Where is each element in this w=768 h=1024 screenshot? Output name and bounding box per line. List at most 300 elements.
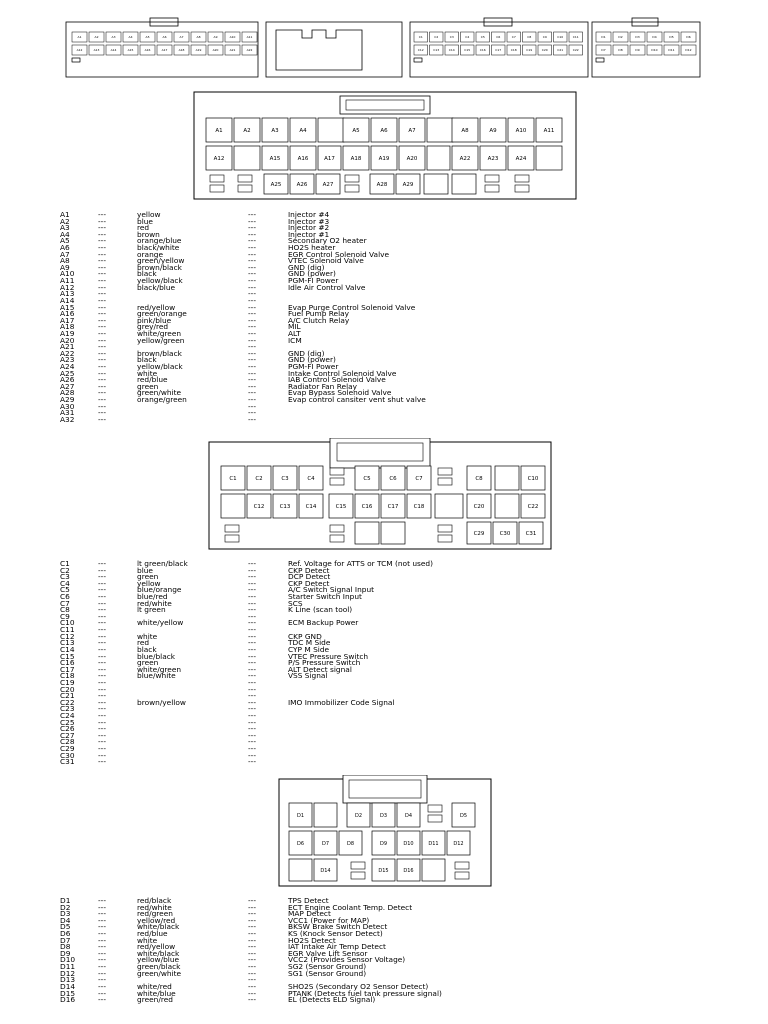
pin-label: C8 — [475, 476, 483, 482]
pin-function: EL (Detects ELD Signal) — [288, 995, 376, 1005]
connector-pin-cell — [399, 118, 425, 142]
pin-id: A17 — [60, 315, 75, 325]
pin-label: A19 — [378, 156, 390, 162]
separator: --- — [248, 362, 257, 372]
pin-function: SCS — [288, 598, 303, 608]
separator: --- — [248, 922, 257, 932]
pin-function: GND (power) — [288, 269, 336, 279]
pin-label: C2 — [255, 476, 263, 482]
pin-id: C28 — [60, 737, 75, 747]
wire-color: red/yellow — [137, 302, 176, 312]
pin-label: C31 — [525, 531, 537, 537]
pin-id: C7 — [60, 598, 70, 608]
separator: --- — [248, 724, 257, 734]
connector-pin-cell — [318, 146, 341, 170]
wire-color: black — [137, 355, 157, 365]
pin-label: D9 — [379, 841, 388, 847]
separator: --- — [98, 955, 107, 965]
connector-d-diagram — [275, 775, 495, 890]
pin-label: D1 — [296, 813, 305, 819]
thumb-socket — [72, 58, 80, 62]
connector-pin-cell — [339, 831, 362, 855]
separator: --- — [248, 328, 257, 338]
pin-id: A11 — [60, 276, 75, 286]
pin-label: D7 — [321, 841, 330, 847]
connector-pin-cell — [407, 494, 431, 518]
wire-color: green/black — [137, 962, 181, 972]
thumb-label: C7 — [511, 35, 516, 39]
separator: --- — [248, 315, 257, 325]
thumb-label: C19 — [526, 48, 533, 52]
wire-color: brown/black — [137, 348, 182, 358]
pin-function: MIL — [288, 322, 301, 332]
wire-color: green/white — [137, 968, 182, 978]
connector-pin-cell — [264, 174, 288, 194]
wire-color: blue — [137, 565, 153, 575]
pin-id: A10 — [60, 269, 75, 279]
thumb-label: A15 — [127, 48, 134, 52]
pin-function: CKP Detect — [288, 565, 330, 575]
separator: --- — [248, 955, 257, 965]
pin-id: A9 — [60, 262, 70, 272]
wire-color: red/black — [137, 896, 172, 905]
connector-pin-cell — [372, 859, 395, 881]
pin-function: Evap control cansiter vent shut valve — [288, 395, 426, 405]
blank-socket — [345, 175, 359, 192]
pin-id: C18 — [60, 671, 75, 681]
connector-pin-cell — [289, 859, 312, 881]
separator: --- — [98, 342, 107, 352]
connector-pin-cell — [290, 146, 316, 170]
connector-pin-cell — [262, 118, 288, 142]
thumb-label: A22 — [246, 48, 253, 52]
connector-pin-cell — [234, 118, 260, 142]
pin-id: A29 — [60, 395, 75, 405]
wire-color: green — [137, 381, 159, 391]
connector-pin-cell — [355, 522, 379, 544]
pin-row — [60, 684, 620, 694]
thumb-label: D5 — [669, 35, 674, 39]
separator: --- — [98, 962, 107, 972]
separator: --- — [98, 644, 107, 654]
connector-pin-cell — [521, 466, 545, 490]
pin-function: Injector #2 — [288, 223, 330, 233]
pin-function: CKP Detect — [288, 578, 330, 588]
thumb-label: A1 — [77, 35, 82, 39]
pin-id: A6 — [60, 243, 70, 253]
separator: --- — [98, 328, 107, 338]
pin-id: C21 — [60, 691, 75, 701]
connector-pin-cell — [355, 466, 379, 490]
pin-label: A27 — [322, 182, 334, 188]
connector-pin-cell — [452, 174, 476, 194]
separator: --- — [248, 289, 257, 299]
pin-label: A1 — [215, 128, 223, 134]
thumb-label: A2 — [94, 35, 99, 39]
pin-function: IMO Immobilizer Code Signal — [288, 697, 395, 707]
pin-label: A24 — [515, 156, 527, 162]
pin-label: A12 — [213, 156, 225, 162]
separator: --- — [98, 362, 107, 372]
pin-function: CYP M Side — [288, 644, 330, 654]
thumb-label: C8 — [527, 35, 532, 39]
connector-pin-cell — [493, 522, 517, 544]
pin-label: C16 — [361, 504, 373, 510]
separator: --- — [248, 929, 257, 939]
blank-socket — [428, 805, 442, 822]
separator: --- — [248, 948, 257, 958]
pin-function: Idle Air Control Valve — [288, 282, 366, 292]
separator: --- — [248, 309, 257, 319]
connector-d-pin-list — [60, 898, 620, 1004]
wire-color: yellow/green — [137, 335, 185, 345]
thumb-label: C2 — [434, 35, 439, 39]
separator: --- — [248, 618, 257, 628]
wire-color: white/black — [137, 948, 180, 958]
separator: --- — [98, 724, 107, 734]
separator: --- — [248, 711, 257, 721]
pin-function: Evap Purge Control Solenoid Valve — [288, 302, 416, 312]
separator: --- — [98, 289, 107, 299]
pin-row — [60, 706, 620, 713]
separator: --- — [98, 216, 107, 226]
pin-function: Radiator Fan Relay — [288, 381, 358, 391]
pin-function: Secondary O2 heater — [288, 236, 367, 246]
separator: --- — [98, 348, 107, 358]
thumb-socket — [596, 58, 604, 62]
pin-function: IAT Intake Air Temp Detect — [288, 942, 386, 952]
pin-id: C2 — [60, 565, 70, 575]
pin-label: A2 — [243, 128, 251, 134]
connector-pin-cell — [521, 494, 545, 518]
separator: --- — [98, 922, 107, 932]
wire-color: red/white — [137, 902, 172, 912]
separator: --- — [98, 368, 107, 378]
separator: --- — [248, 335, 257, 345]
pin-id: C16 — [60, 658, 75, 668]
pin-id: A4 — [60, 229, 70, 239]
separator: --- — [98, 592, 107, 602]
separator: --- — [98, 618, 107, 628]
pin-row — [60, 750, 620, 760]
pin-row — [60, 997, 620, 1004]
pin-function: GND (dig) — [288, 348, 325, 358]
separator: --- — [248, 975, 257, 985]
connector-pin-cell — [480, 146, 506, 170]
separator: --- — [98, 585, 107, 595]
separator: --- — [98, 243, 107, 253]
pin-id: A26 — [60, 375, 75, 385]
separator: --- — [248, 388, 257, 398]
pin-function: TPS Detect — [288, 896, 329, 905]
separator: --- — [98, 355, 107, 365]
pin-row — [60, 726, 620, 733]
thumb-label: C5 — [480, 35, 485, 39]
separator: --- — [248, 757, 257, 767]
separator: --- — [248, 408, 257, 418]
thumb-label: A4 — [128, 35, 133, 39]
separator: --- — [98, 322, 107, 332]
connector-pin-cell — [314, 859, 337, 881]
pin-label: A11 — [543, 128, 555, 134]
pin-id: C10 — [60, 618, 75, 628]
connector-pin-cell — [397, 831, 420, 855]
pin-function: Intake Control Solenoid Valve — [288, 368, 397, 378]
wire-color: orange/blue — [137, 236, 182, 246]
thumb-label: C16 — [479, 48, 486, 52]
pin-label: D8 — [346, 841, 355, 847]
separator: --- — [248, 730, 257, 740]
separator: --- — [98, 605, 107, 615]
pin-function: A/C Switch Signal Input — [288, 585, 375, 595]
wire-color: yellow/red — [137, 915, 176, 925]
pin-id: C11 — [60, 625, 75, 635]
pin-label: A6 — [380, 128, 388, 134]
wire-color: red/yellow — [137, 942, 176, 952]
wire-color: orange — [137, 249, 164, 259]
pin-id: A16 — [60, 309, 75, 319]
wire-color: black — [137, 644, 157, 654]
separator: --- — [248, 229, 257, 239]
separator: --- — [248, 962, 257, 972]
pin-row — [60, 713, 620, 720]
connector-pin-cell — [247, 466, 271, 490]
wire-color: blue/black — [137, 651, 176, 661]
pin-id: C17 — [60, 664, 75, 674]
pin-id: C29 — [60, 744, 75, 754]
connector-pin-cell — [206, 118, 232, 142]
pin-label: C29 — [473, 531, 485, 537]
separator: --- — [248, 638, 257, 648]
separator: --- — [98, 223, 107, 233]
pin-id: A12 — [60, 282, 75, 292]
wire-color: white/red — [137, 981, 172, 991]
separator: --- — [248, 322, 257, 332]
separator: --- — [248, 658, 257, 668]
pin-id: C14 — [60, 644, 75, 654]
wire-color: blue — [137, 216, 153, 226]
pin-row — [60, 401, 620, 411]
separator: --- — [248, 302, 257, 312]
thumb-label: C21 — [557, 48, 564, 52]
separator: --- — [98, 262, 107, 272]
thumb-label: D7 — [601, 48, 606, 52]
pin-id: C25 — [60, 717, 75, 727]
pin-label: A10 — [515, 128, 527, 134]
pin-function: BKSW Brake Switch Detect — [288, 922, 388, 932]
thumb-socket — [414, 58, 422, 62]
connector-pin-cell — [290, 174, 314, 194]
pin-row — [60, 730, 620, 740]
pin-label: C12 — [253, 504, 265, 510]
blank-socket — [455, 862, 469, 879]
separator: --- — [98, 282, 107, 292]
wire-color: red — [137, 223, 150, 233]
thumb-label: C14 — [448, 48, 455, 52]
separator: --- — [248, 750, 257, 760]
separator: --- — [98, 711, 107, 721]
pin-id: D3 — [60, 909, 71, 919]
thumb-label: A18 — [178, 48, 185, 52]
thumb-label: C10 — [557, 35, 564, 39]
thumb-label: A19 — [195, 48, 202, 52]
separator: --- — [98, 909, 107, 919]
pin-label: D14 — [320, 868, 331, 874]
pin-label: A15 — [269, 156, 281, 162]
thumb-label: D12 — [685, 48, 692, 52]
connector-pin-cell — [422, 831, 445, 855]
pin-function: CKP GND — [288, 631, 322, 641]
pin-id: C1 — [60, 559, 70, 568]
pin-id: A15 — [60, 302, 75, 312]
separator: --- — [248, 243, 257, 253]
separator: --- — [98, 256, 107, 266]
separator: --- — [98, 302, 107, 312]
pin-id: A22 — [60, 348, 75, 358]
thumb-label: C17 — [495, 48, 502, 52]
separator: --- — [248, 375, 257, 385]
separator: --- — [98, 929, 107, 939]
pin-row — [60, 410, 620, 417]
thumb-socket — [72, 58, 80, 62]
pin-id: C15 — [60, 651, 75, 661]
connector-pin-cell — [206, 146, 232, 170]
connector-pin-cell — [234, 146, 260, 170]
connector-pin-cell — [299, 494, 323, 518]
pin-id: D1 — [60, 896, 71, 905]
thumb-label: D9 — [635, 48, 640, 52]
pin-label: A23 — [487, 156, 499, 162]
pin-label: D4 — [404, 813, 413, 819]
thumb-label: A16 — [144, 48, 151, 52]
connector-pin-cell — [343, 118, 369, 142]
blank-socket — [238, 175, 252, 192]
wire-color: yellow — [137, 578, 161, 588]
pin-label: A5 — [352, 128, 360, 134]
thumb-label: C18 — [510, 48, 517, 52]
pin-id: C22 — [60, 697, 75, 707]
separator: --- — [248, 256, 257, 266]
connector-pin-cell — [495, 494, 519, 518]
connector-pin-cell — [299, 466, 323, 490]
connector-pin-cell — [289, 803, 312, 827]
separator: --- — [248, 559, 257, 568]
thumb-label: C1 — [418, 35, 423, 39]
thumb-label: A12 — [76, 48, 83, 52]
thumb-label: A11 — [246, 35, 253, 39]
wire-color: red/blue — [137, 929, 168, 939]
connector-pin-cell — [381, 522, 405, 544]
pin-id: A13 — [60, 289, 75, 299]
thumb-label: A14 — [110, 48, 117, 52]
pin-label: D6 — [296, 841, 305, 847]
thumb-label: A17 — [161, 48, 168, 52]
pin-id: C27 — [60, 730, 75, 740]
separator: --- — [248, 915, 257, 925]
separator: --- — [248, 210, 257, 219]
separator: --- — [98, 611, 107, 621]
separator: --- — [248, 935, 257, 945]
pin-function: PGM-FI Power — [288, 276, 339, 286]
connector-pin-cell — [452, 146, 478, 170]
pin-id: D10 — [60, 955, 76, 965]
pin-function: ALT — [288, 328, 301, 338]
separator: --- — [98, 935, 107, 945]
separator: --- — [248, 348, 257, 358]
connector-pin-cell — [316, 174, 340, 194]
wire-color: black — [137, 269, 157, 279]
separator: --- — [98, 896, 107, 905]
separator: --- — [98, 684, 107, 694]
pin-label: C22 — [527, 504, 539, 510]
separator: --- — [248, 744, 257, 754]
thumb-label: D11 — [668, 48, 675, 52]
pin-row — [60, 607, 620, 614]
separator: --- — [98, 717, 107, 727]
pin-id: C3 — [60, 572, 70, 582]
separator: --- — [248, 592, 257, 602]
separator: --- — [98, 565, 107, 575]
separator: --- — [98, 737, 107, 747]
separator: --- — [248, 942, 257, 952]
separator: --- — [248, 572, 257, 582]
wire-color: black/blue — [137, 282, 176, 292]
connector-pin-cell — [372, 803, 395, 827]
pin-id: D2 — [60, 902, 71, 912]
separator: --- — [98, 744, 107, 754]
thumb-label: D1 — [601, 35, 606, 39]
thumb-label: A3 — [111, 35, 116, 39]
separator: --- — [248, 697, 257, 707]
separator: --- — [98, 315, 107, 325]
wire-color: green/white — [137, 388, 182, 398]
separator: --- — [98, 671, 107, 681]
pin-label: C7 — [415, 476, 423, 482]
connector-pin-cell — [480, 118, 506, 142]
pin-label: A16 — [297, 156, 309, 162]
connector-pin-cell — [508, 146, 534, 170]
pin-label: A8 — [461, 128, 469, 134]
separator: --- — [98, 750, 107, 760]
connector-pin-cell — [397, 803, 420, 827]
separator: --- — [98, 381, 107, 391]
separator: --- — [248, 282, 257, 292]
pin-id: C23 — [60, 704, 75, 714]
blank-socket — [330, 468, 344, 485]
pin-id: D12 — [60, 968, 76, 978]
blank-socket — [515, 175, 529, 192]
pin-row — [60, 968, 620, 978]
blank-socket — [438, 468, 452, 485]
wire-color: lt green — [137, 605, 166, 615]
pin-row — [60, 746, 620, 753]
separator: --- — [98, 651, 107, 661]
separator: --- — [248, 995, 257, 1005]
pin-id: C24 — [60, 711, 75, 721]
separator: --- — [248, 236, 257, 246]
pin-id: C20 — [60, 684, 75, 694]
pin-function: K Line (scan tool) — [288, 605, 353, 615]
pin-label: C5 — [363, 476, 371, 482]
pin-row — [60, 717, 620, 727]
wire-color: red/green — [137, 909, 173, 919]
separator: --- — [248, 276, 257, 286]
separator: --- — [98, 995, 107, 1005]
pin-function: ECM Backup Power — [288, 618, 359, 628]
separator: --- — [248, 651, 257, 661]
separator: --- — [98, 578, 107, 588]
separator: --- — [98, 408, 107, 418]
